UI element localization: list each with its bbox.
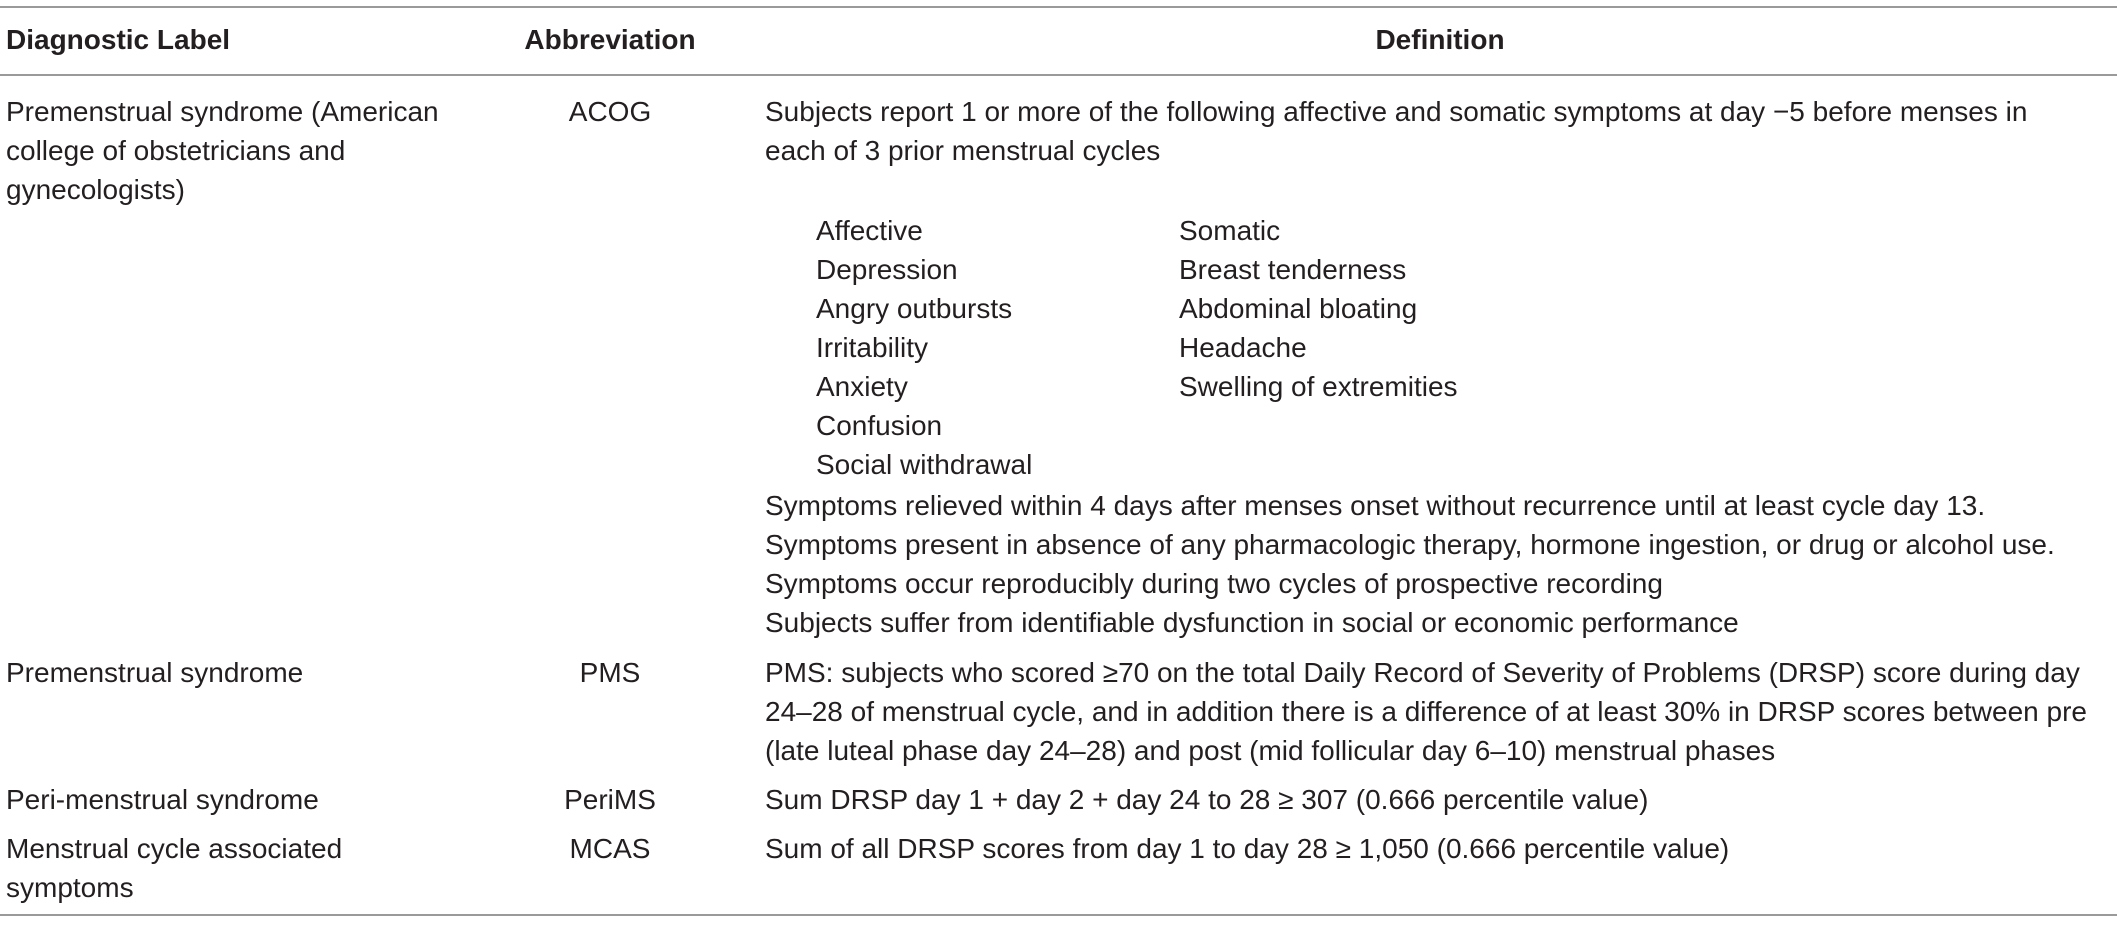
row-acog-label: Premenstrual syndrome (American college of obstetricians and gynecologists) <box>6 96 439 205</box>
row-mcas-abbreviation: MCAS <box>569 833 651 864</box>
somatic-item: Abdominal bloating <box>1179 293 1418 324</box>
acog-criterion: Symptoms relieved within 4 days after menses onset without recurrence until at least cycle day 13. <box>765 490 1986 521</box>
table-top-rule <box>0 6 2117 8</box>
table-bottom-rule <box>0 914 2117 916</box>
affective-item: Affective <box>816 215 923 246</box>
row-acog-definition-intro: Subjects report 1 or more of the following affective and somatic symptoms at day −5 before menses in each of 3 prior menstrual cycles <box>765 96 2028 166</box>
row-pms-label: Premenstrual syndrome <box>6 657 304 688</box>
affective-item: Irritability <box>816 332 929 363</box>
row-pms-abbreviation: PMS <box>579 657 641 688</box>
acog-criterion: Symptoms occur reproducibly during two cycles of prospective recording <box>765 568 1663 599</box>
row-perims-label: Peri-menstrual syndrome <box>6 784 319 815</box>
row-mcas-definition: Sum of all DRSP scores from day 1 to day 28 ≥ 1,050 (0.666 percentile value) <box>765 833 1730 864</box>
row-acog-abbreviation: ACOG <box>568 96 652 127</box>
affective-item: Social withdrawal <box>816 449 1033 480</box>
row-pms-definition: PMS: subjects who scored ≥70 on the total Daily Record of Severity of Problems (DRSP) score during day 24–28 of menstrual cycle, and in addition there is a difference of at least 30% in DRSP scores between pre (late luteal phase day 24–28) and post (mid follicular day 6–10) menstrual phases <box>765 657 2087 766</box>
acog-criterion: Subjects suffer from identifiable dysfunction in social or economic performance <box>765 607 1739 638</box>
table-header-rule <box>0 74 2117 76</box>
row-perims-abbreviation: PeriMS <box>564 784 656 815</box>
affective-item: Anxiety <box>816 371 908 402</box>
somatic-item: Swelling of extremities <box>1179 371 1458 402</box>
header-diagnostic-label: Diagnostic Label <box>6 24 231 55</box>
row-mcas-label: Menstrual cycle associated symptoms <box>6 833 343 903</box>
row-perims-definition: Sum DRSP day 1 + day 2 + day 24 to 28 ≥ 307 (0.666 percentile value) <box>765 784 1649 815</box>
affective-item: Depression <box>816 254 958 285</box>
somatic-item: Breast tenderness <box>1179 254 1407 285</box>
header-definition: Definition <box>1375 24 1505 55</box>
header-abbreviation: Abbreviation <box>524 24 696 55</box>
acog-criterion: Symptoms present in absence of any pharmacologic therapy, hormone ingestion, or drug or alcohol use. <box>765 529 2055 560</box>
somatic-item: Headache <box>1179 332 1307 363</box>
affective-item: Angry outbursts <box>816 293 1013 324</box>
affective-item: Confusion <box>816 410 943 441</box>
somatic-item: Somatic <box>1179 215 1281 246</box>
